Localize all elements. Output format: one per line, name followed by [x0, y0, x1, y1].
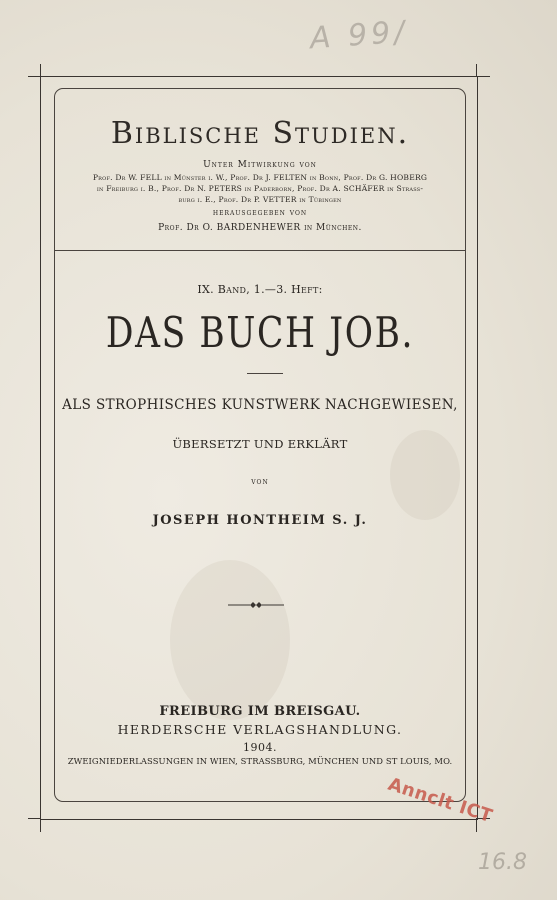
- imprint-year: 1904.: [243, 741, 277, 754]
- frame-corner-line: [476, 64, 477, 76]
- frame-corner-line: [40, 818, 41, 832]
- frame-corner-line: [476, 76, 490, 77]
- frame-corner-line: [40, 64, 41, 76]
- by-label: von: [251, 477, 269, 487]
- series-title: Biblische Studien.: [110, 116, 410, 151]
- contributors-line: Prof. Dr W. FELL in Münster i. W., Prof. Dr J. FELTEN in Bonn, Prof. Dr G. HOBERG: [92, 173, 428, 182]
- editor-name: Prof. Dr O. BARDENHEWER in München.: [158, 223, 362, 233]
- main-title: DAS BUCH JOB.: [105, 308, 415, 357]
- subtitle-line-1: ALS STROPHISCHES KUNSTWERK NACHGEWIESEN,: [62, 397, 458, 413]
- pencil-note-top: A 99/: [308, 14, 410, 57]
- title-rule: [247, 373, 283, 374]
- frame-corner-line: [28, 76, 40, 77]
- imprint-publisher: HERDERSCHE VERLAGSHANDLUNG.: [117, 722, 403, 737]
- contributors-line: in Freiburg i. B., Prof. Dr N. PETERS in Paderborn, Prof. Dr A. SCHÄFER in Strass-: [96, 184, 424, 193]
- red-stamp: Annclt ICT: [385, 773, 496, 828]
- header-divider: [54, 250, 466, 251]
- imprint-branches: ZWEIGNIEDERLASSUNGEN IN WIEN, STRASSBURG, MÜNCHEN UND ST LOUIS, MO.: [67, 756, 453, 766]
- contributors-line: burg i. E., Prof. Dr P. VETTER in Tübingen: [178, 195, 342, 204]
- collaboration-label: Unter Mitwirkung von: [203, 160, 317, 170]
- volume-info: IX. Band, 1.—3. Heft:: [197, 283, 323, 296]
- editor-label: herausgegeben von: [212, 208, 308, 218]
- frame-corner-line: [28, 818, 40, 819]
- author-name: JOSEPH HONTHEIM S. J.: [152, 513, 368, 528]
- subtitle-line-2: ÜBERSETZT UND ERKLÄRT: [172, 437, 348, 451]
- pencil-note-bottom: 16.8: [478, 850, 527, 875]
- ornament-divider: [228, 600, 284, 610]
- imprint-city: FREIBURG IM BREISGAU.: [159, 704, 361, 719]
